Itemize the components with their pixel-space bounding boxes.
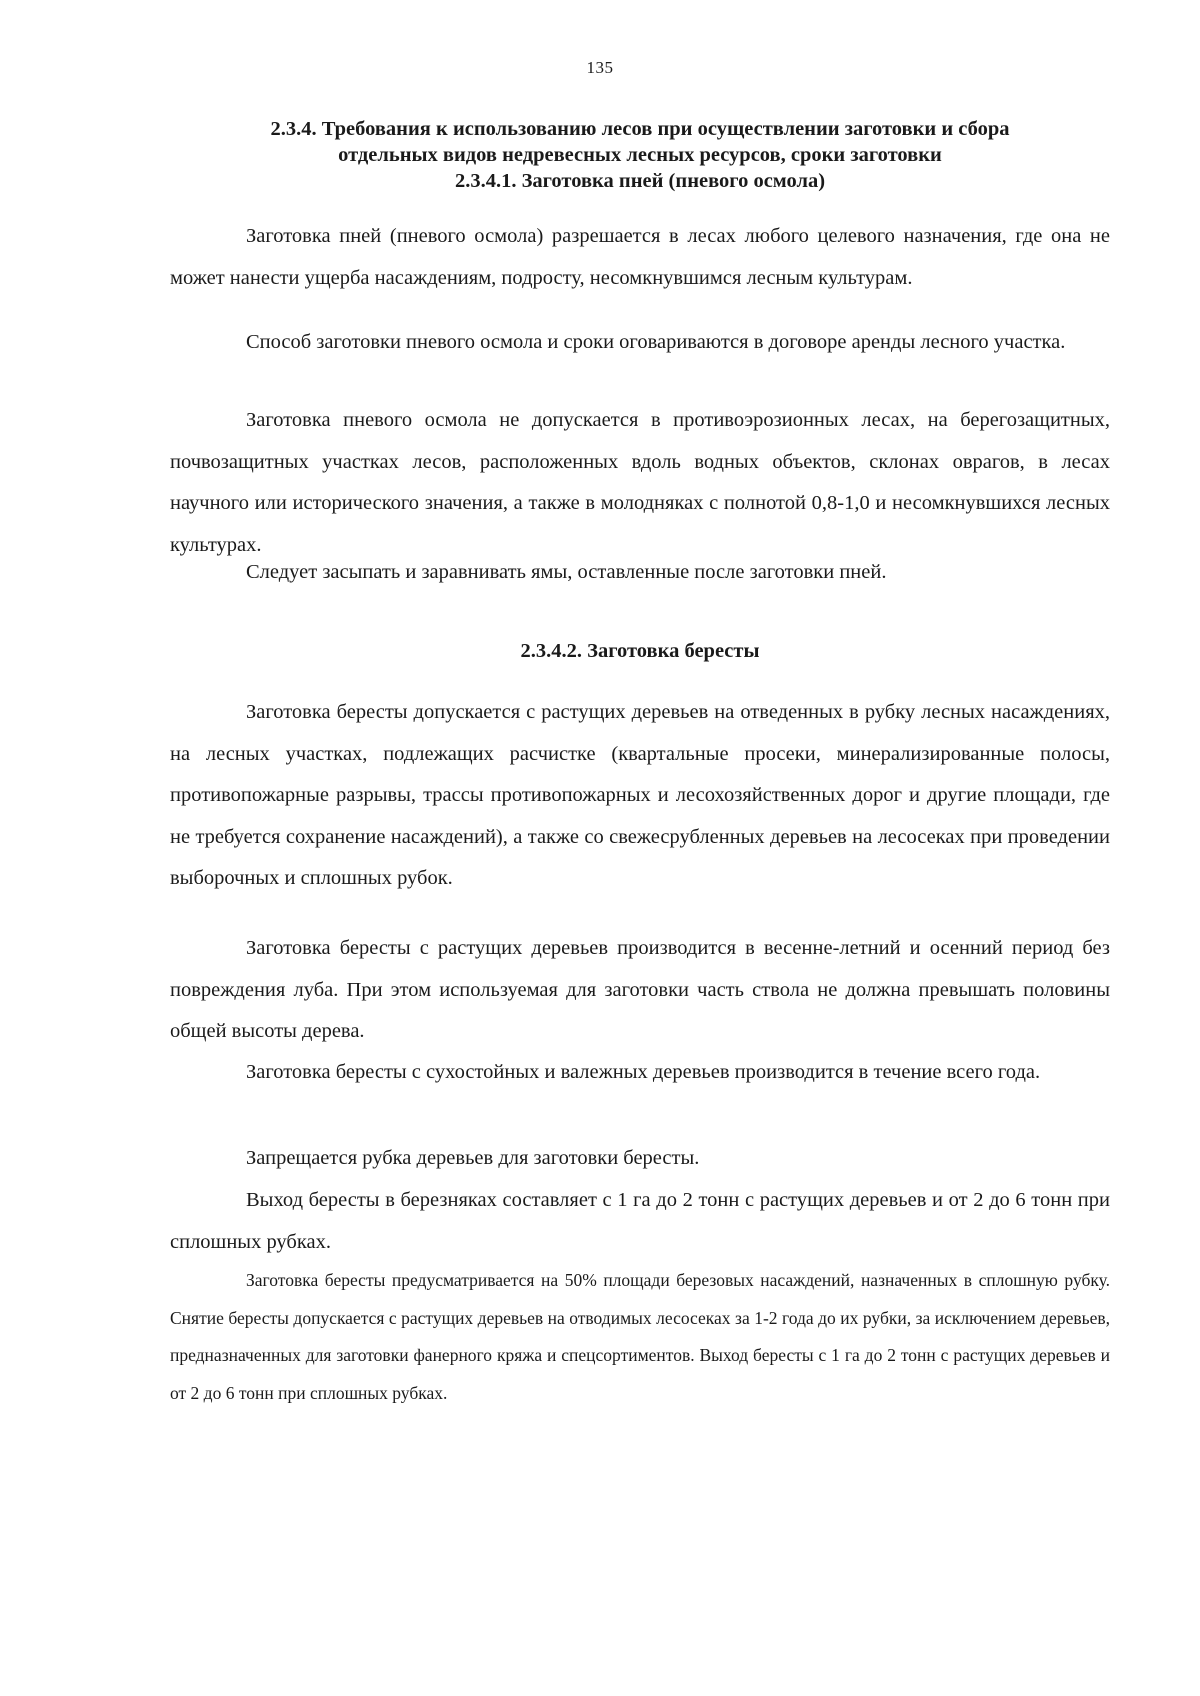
paragraph-6: Заготовка бересты с растущих деревьев производится в весенне-летний и осенний период без повреждения луба. При этом используемая для заготовки часть ствола не должна превышать половины общей высоты дерева. (170, 937, 1110, 1042)
paragraph-5: Заготовка бересты допускается с растущих деревьев на отведенных в рубку лесных насаждениях, на лесных участках, подлежащих расчистке (квартальные просеки, минерализированные полосы, противопожарные разрывы, трассы противопожарных и лесохозяйственных дорог и другие площади, где не требуется сохранение насаждений), а также со свежесрубленных деревьев на лесосеках при проведении выборочных и сплошных рубок. (170, 701, 1110, 889)
page-number: 135 (586, 58, 614, 77)
section-heading-line-2: отдельных видов недревесных лесных ресурсов, сроки заготовки (338, 144, 942, 166)
paragraph-4: Следует засыпать и заравнивать ямы, оставленные после заготовки пней. (246, 561, 887, 583)
paragraph-7: Заготовка бересты с сухостойных и валежных деревьев производится в течение всего года. (246, 1061, 1041, 1083)
paragraph-8: Запрещается рубка деревьев для заготовки бересты. (246, 1147, 700, 1169)
paragraph-10: Заготовка бересты предусматривается на 50% площади березовых насаждений, назначенных в сплошную рубку. Снятие бересты допускается с растущих деревьев на отводимых лесосеках за 1-2 года до их рубки, за исключением деревьев, предназначенных для заготовки фанерного кряжа и спецсортиментов. Выход бересты с 1 га до 2 тонн с растущих деревьев и от 2 до 6 тонн при сплошных рубках. (170, 1270, 1110, 1403)
paragraph-3: Заготовка пневого осмола не допускается в противоэрозионных лесах, на берегозащитных, почвозащитных участках лесов, расположенных вдоль водных объектов, склонах оврагов, в лесах научного или исторического значения, а также в молодняках с полнотой 0,8-1,0 и несомкнувшихся лесных культурах. (170, 409, 1110, 556)
subsection-heading-pnei: 2.3.4.1. Заготовка пней (пневого осмола) (454, 170, 826, 192)
subsection-heading-beresta: 2.3.4.2. Заготовка бересты (520, 640, 760, 662)
paragraph-9: Выход бересты в березняках составляет с 1 га до 2 тонн с растущих деревьев и от 2 до 6 тонн при сплошных рубках. (170, 1189, 1110, 1253)
section-heading-line-1: 2.3.4. Требования к использованию лесов при осуществлении заготовки и сбора (270, 118, 1010, 140)
paragraph-1: Заготовка пней (пневого осмола) разрешается в лесах любого целевого назначения, где она не может нанести ущерба насаждениям, подросту, несомкнувшимся лесным культурам. (170, 225, 1110, 289)
section-heading (170, 116, 1110, 194)
paragraph-2: Способ заготовки пневого осмола и сроки оговариваются в договоре аренды лесного участка. (246, 331, 1066, 353)
